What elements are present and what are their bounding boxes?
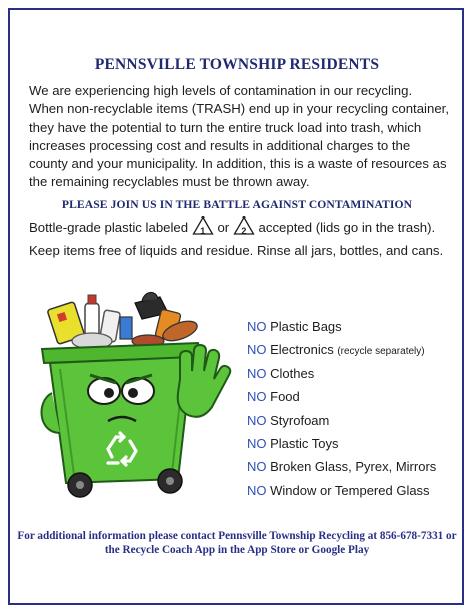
no-word: NO [247,342,267,358]
no-word: NO [247,412,267,428]
no-word: NO [247,435,267,451]
keep-items-line: Keep items free of liquids and residue. Rinse all jars, bottles, and cans. [29,243,444,258]
list-item [247,412,436,435]
no-item-text: Window or Tempered Glass [270,482,430,498]
no-word: NO [247,319,267,334]
no-item-text: Styrofoam [270,412,330,428]
bottle-connector: or [217,220,230,235]
recycle-code-1-label: 1 [200,226,206,236]
bottle-line [29,216,459,238]
list-item [247,435,436,458]
no-item-text: Broken Glass, Pyrex, Mirrors [270,459,437,475]
list-item [247,318,436,341]
recycle-code-1-icon [192,216,214,236]
list-item [247,388,436,411]
no-item-text: Food [270,389,300,405]
no-word: NO [247,482,267,498]
no-word: NO [247,459,267,475]
footer-contact: For additional information please contact Pennsville Township Recycling at 856-678-7331 or the Recycle Coach App in the App Store or Google Play [17,530,457,556]
no-item-text: Plastic Bags [270,319,342,334]
list-item [247,482,436,505]
recycle-code-2-icon [233,216,255,236]
join-heading: PLEASE JOIN US IN THE BATTLE AGAINST CONTAMINATION [61,198,413,211]
no-item-note: (recycle separately) [337,346,425,358]
no-item-text: Electronics [270,342,334,358]
list-item [247,365,436,388]
recycle-code-2-label: 2 [241,226,247,236]
list-item [247,341,436,364]
recycling-bin-mascot-icon [30,283,235,508]
page-title: PENNSVILLE TOWNSHIP RESIDENTS [94,56,380,73]
stop-hand-icon [178,345,231,417]
bottle-suffix: accepted (lids go in the trash). [258,220,436,235]
no-items-list [247,318,436,505]
intro-paragraph: We are experiencing high levels of contamination in our recycling. When non-recyclable items (TRASH) end up in your recycling container, they have the potential to turn the entire truck load into trash, which increases processing cost and results in additional charges to the county and your municipality. In addition, this is a waste of resources as the remaining recyclables must be thrown away. [29,83,449,190]
no-item-text: Clothes [270,365,315,381]
no-word: NO [247,365,267,381]
no-word: NO [247,389,267,405]
list-item [247,458,436,481]
no-item-text: Plastic Toys [270,435,339,451]
bottle-prefix: Bottle-grade plastic labeled [29,220,189,235]
